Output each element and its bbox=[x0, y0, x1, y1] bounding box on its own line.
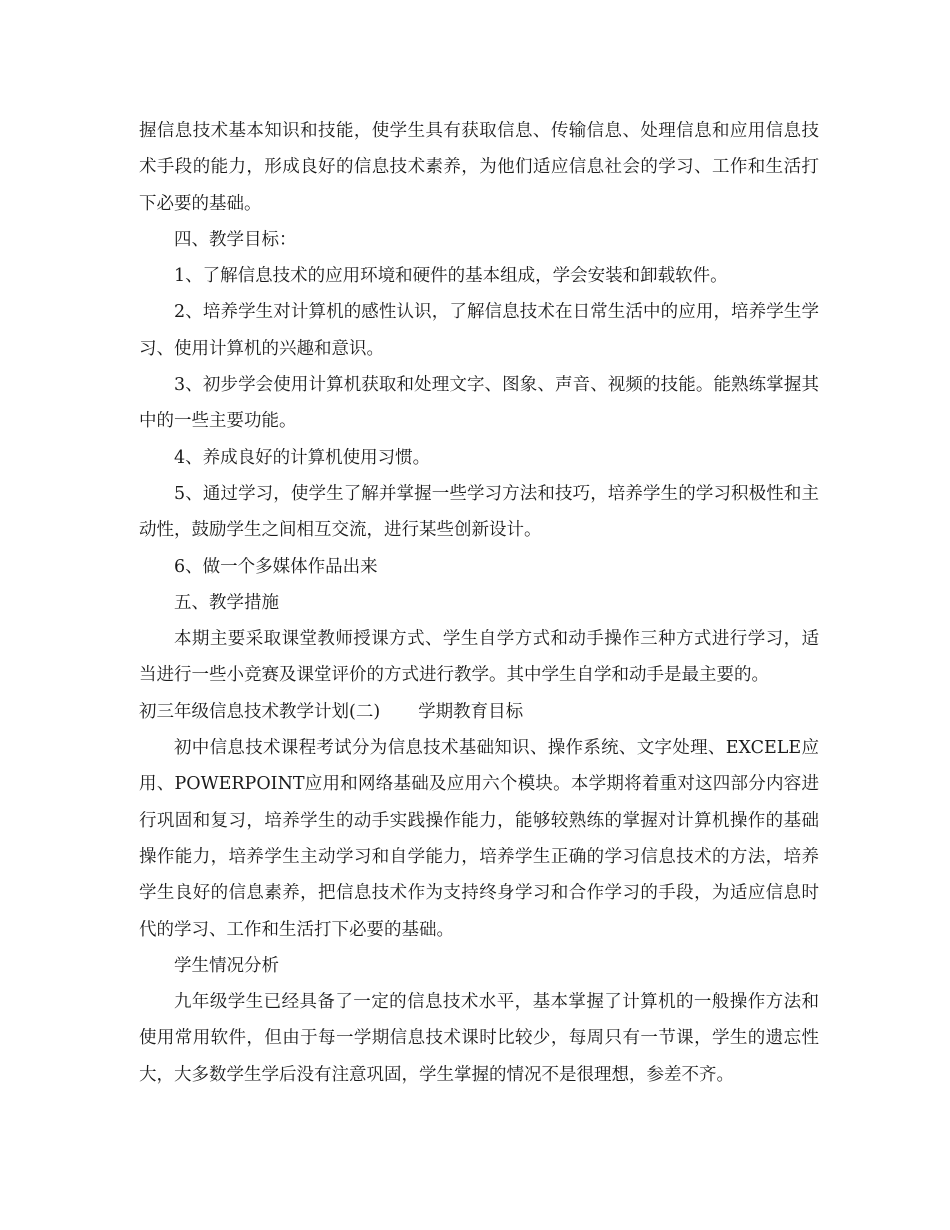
plan-subtitle: 学期教育目标 bbox=[418, 701, 524, 722]
goal-item-4: 4、养成良好的计算机使用习惯。 bbox=[174, 447, 431, 468]
heading-teaching-goals: 四、教学目标： bbox=[174, 229, 297, 250]
goal-item-3: 3、初步学会使用计算机获取和处理文字、图象、声音、视频的技能。能熟练掌握其中的一些主要功能。 bbox=[139, 375, 819, 432]
plan-title: 初三年级信息技术教学计划(二) bbox=[139, 701, 381, 722]
goal-item-6: 6、做一个多媒体作品出来 bbox=[174, 556, 378, 577]
paragraph-course-modules: 初中信息技术课程考试分为信息技术基础知识、操作系统、文字处理、EXCELE应用、POWERPOINT应用和网络基础及应用六个模块。本学期将着重对这四部分内容进行巩固和复习，培养学生的动手实践操作能力，能够较熟练的掌握对计算机操作的基础操作能力，培养学生主动学习和自学能力，培养学生正确的学习信息技术的方法，培养学生良好的信息素养，把信息技术作为支持终身学习和合作学习的手段，为适应信息时代的学习、工作和生活打下必要的基础。 bbox=[139, 738, 819, 940]
heading-teaching-measures: 五、教学措施 bbox=[174, 592, 279, 613]
goal-item-2: 2、培养学生对计算机的感性认识，了解信息技术在日常生活中的应用，培养学生学习、使用计算机的兴趣和意识。 bbox=[139, 302, 819, 359]
section-heading-line bbox=[139, 694, 819, 730]
goal-item-5: 5、通过学习，使学生了解并掌握一些学习方法和技巧，培养学生的学习积极性和主动性，鼓励学生之间相互交流，进行某些创新设计。 bbox=[139, 483, 819, 541]
heading-student-analysis: 学生情况分析 bbox=[174, 955, 279, 976]
goal-item-1: 1、了解信息技术的应用环境和硬件的基本组成，学会安装和卸载软件。 bbox=[174, 266, 728, 287]
paragraph-student-analysis: 九年级学生已经具备了一定的信息技术水平，基本掌握了计算机的一般操作方法和使用常用软件，但由于每一学期信息技术课时比较少，每周只有一节课，学生的遗忘性大，大多数学生学后没有注意巩固，学生掌握的情况不是很理想，参差不齐。 bbox=[139, 992, 819, 1085]
paragraph-teaching-measures: 本期主要采取课堂教师授课方式、学生自学方式和动手操作三种方式进行学习，适当进行一些小竞赛及课堂评价的方式进行教学。其中学生自学和动手是最主要的。 bbox=[139, 629, 819, 686]
paragraph-intro-continued: 握信息技术基本知识和技能，使学生具有获取信息、传输信息、处理信息和应用信息技术手段的能力，形成良好的信息技术素养，为他们适应信息社会的学习、工作和生活打下必要的基础。 bbox=[139, 121, 819, 214]
document-body bbox=[139, 113, 819, 1093]
